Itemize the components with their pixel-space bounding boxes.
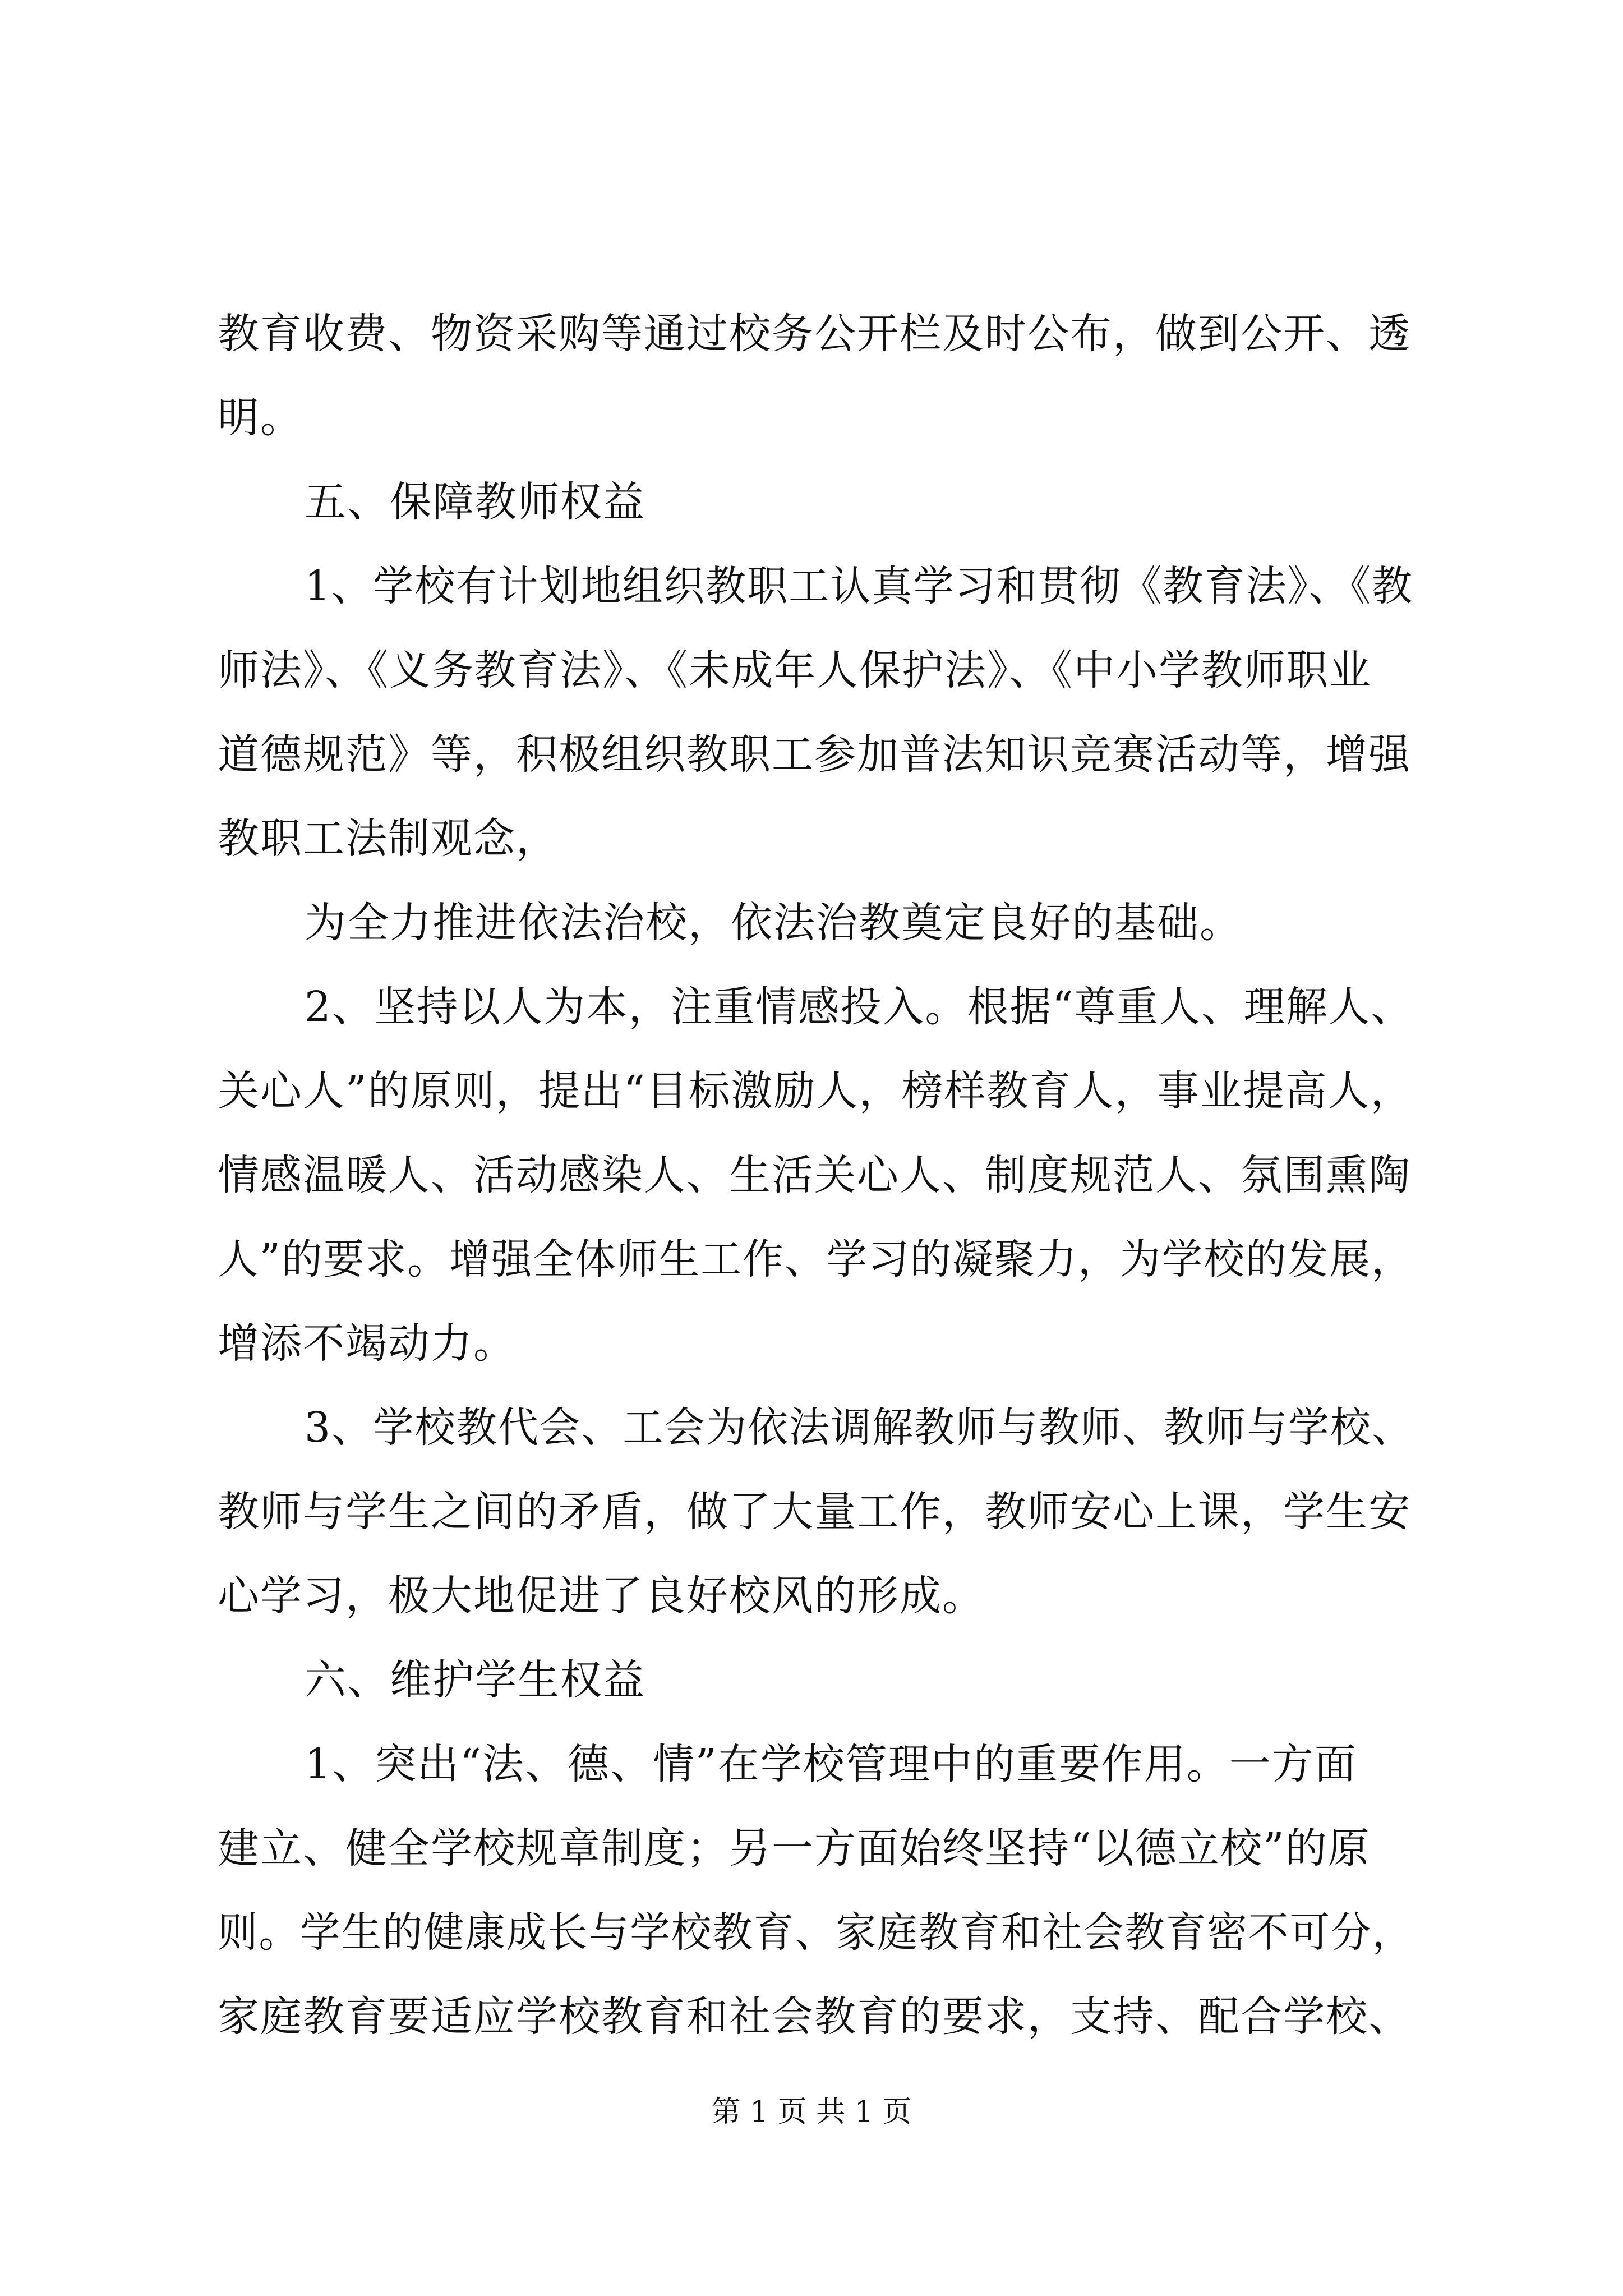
body-line-12: 人”的要求。增强全体师生工作、学习的凝聚力，为学校的发展， <box>218 1235 1413 1283</box>
body-line-14: 3、学校教代会、工会为依法调解教师与教师、教师与学校、 <box>305 1404 1414 1452</box>
section-heading-6: 六、维护学生权益 <box>305 1656 645 1704</box>
body-line-16: 心学习，极大地促进了良好校风的形成。 <box>218 1572 985 1620</box>
page-footer: 第 1 页 共 1 页 <box>711 2095 912 2129</box>
body-line-13: 增添不竭动力。 <box>218 1319 516 1368</box>
body-line-7: 教职工法制观念， <box>218 815 559 863</box>
body-line-20: 则。学生的健康成长与学校教育、家庭教育和社会教育密不可分， <box>218 1908 1413 1957</box>
body-line-21: 家庭教育要适应学校教育和社会教育的要求，支持、配合学校、 <box>218 1993 1411 2041</box>
body-line-1: 教育收费、物资采购等通过校务公开栏及时公布，做到公开、透 <box>218 310 1411 358</box>
body-line-6: 道德规范》等，积极组织教职工参加普法知识竞赛活动等，增强 <box>218 730 1411 779</box>
body-line-2: 明。 <box>218 394 303 442</box>
body-line-4: 1、学校有计划地组织教职工认真学习和贯彻《教育法》、《教 <box>305 562 1414 610</box>
body-line-18: 1、突出“法、德、情”在学校管理中的重要作用。一方面 <box>305 1740 1357 1788</box>
body-line-15: 教师与学生之间的矛盾，做了大量工作，教师安心上课，学生安 <box>218 1488 1411 1536</box>
body-line-5: 师法》、《义务教育法》、《未成年人保护法》、《中小学教师职业 <box>218 646 1372 694</box>
body-line-8: 为全力推进依法治校，依法治教奠定良好的基础。 <box>305 899 1242 947</box>
body-line-11: 情感温暖人、活动感染人、生活关心人、制度规范人、氛围熏陶 <box>218 1151 1411 1199</box>
body-line-10: 关心人”的原则，提出“目标激励人，榜样教育人，事业提高人， <box>218 1067 1413 1115</box>
section-heading-5: 五、保障教师权益 <box>305 478 645 526</box>
body-line-19: 建立、健全学校规章制度；另一方面始终坚持“以德立校”的原 <box>218 1824 1371 1872</box>
body-line-9: 2、坚持以人为本，注重情感投入。根据“尊重人、理解人、 <box>305 983 1413 1031</box>
